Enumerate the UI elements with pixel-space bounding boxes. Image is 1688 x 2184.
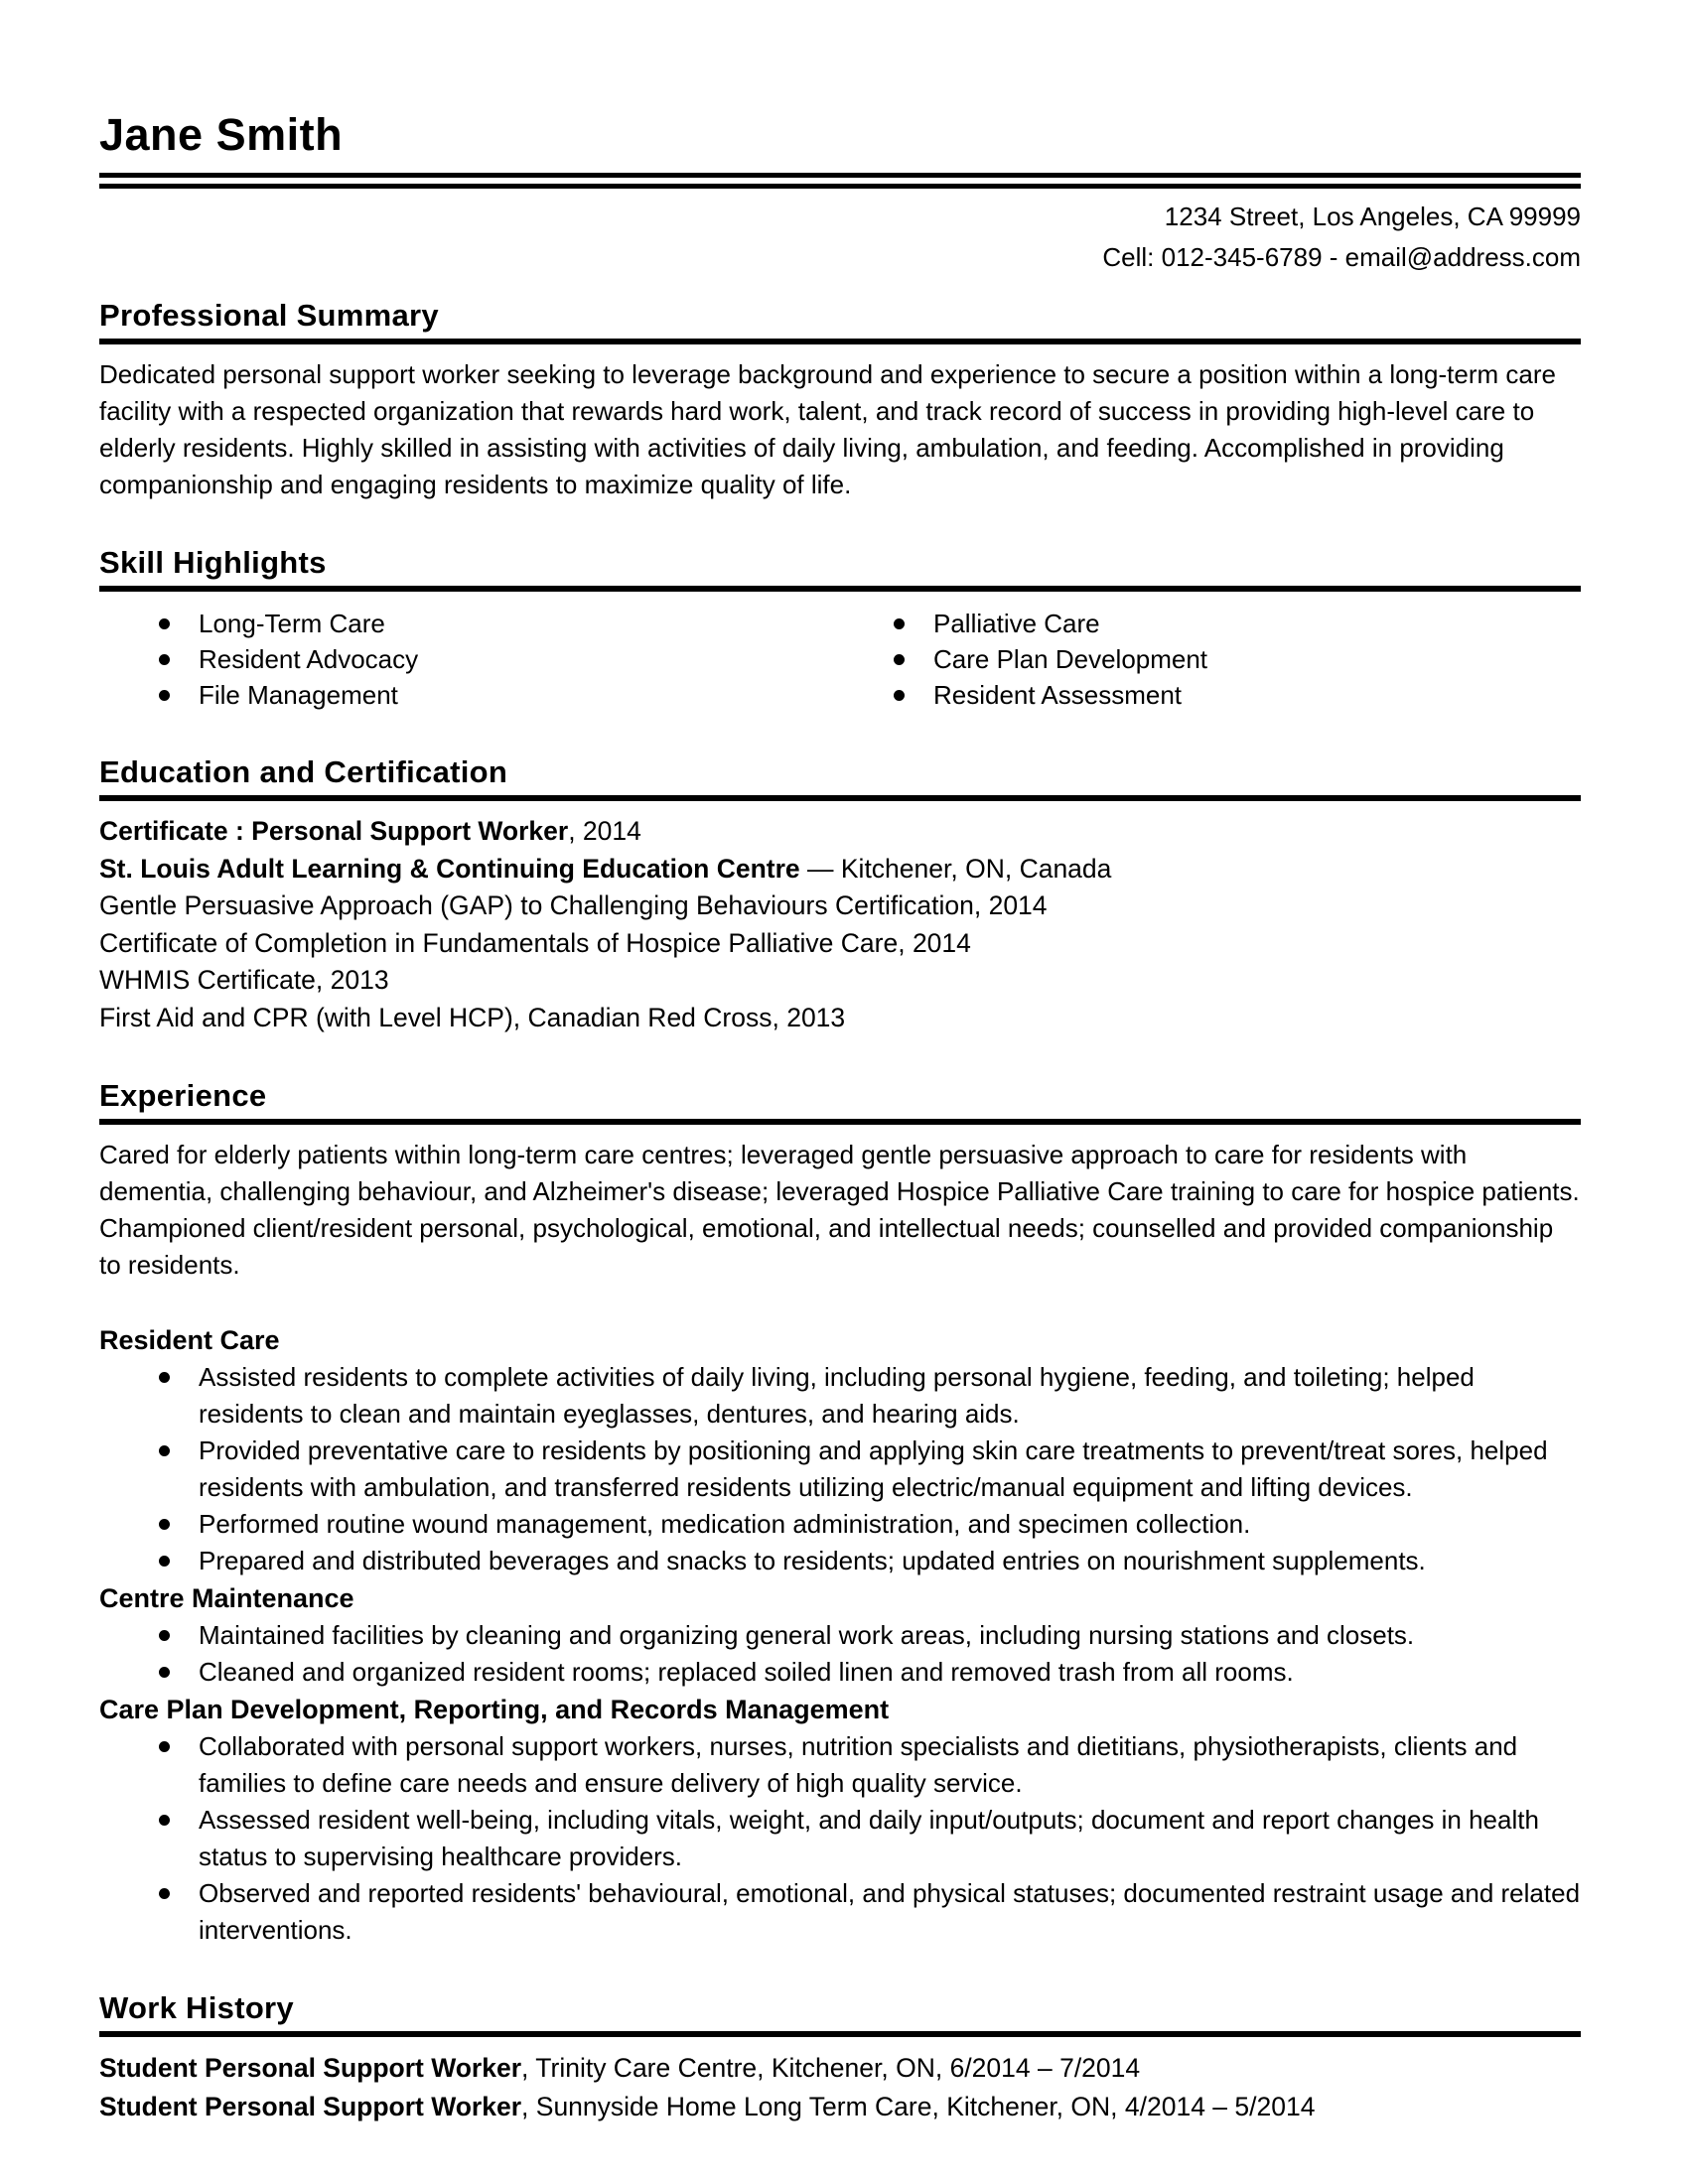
work-history-title: Work History — [99, 1990, 1581, 2037]
education-line-rest: — Kitchener, ON, Canada — [799, 853, 1112, 884]
education-line — [99, 1000, 1581, 1037]
experience-intro: Cared for elderly patients within long-term care centres; leveraged gentle persuasive approach to care for residents with dementia, challenging behaviour, and Alzheimer's disease; leveraged Hospice Palliative Care training to care for hospice patients. Championed client/resident personal, psychological, emotional, and intellectual needs; counselled and provided companionship to residents. — [99, 1140, 1580, 1280]
education-line — [99, 925, 1581, 963]
education-line-rest: WHMIS Certificate, 2013 — [99, 965, 389, 995]
section-work-history — [99, 1990, 1581, 2126]
skills-column-right — [834, 606, 1207, 713]
professional-summary-title: Professional Summary — [99, 298, 1581, 344]
work-history-role: Student Personal Support Worker — [99, 2053, 522, 2083]
experience-bullet: Collaborated with personal support workers, nurses, nutrition specialists and dietitians, physiotherapists, clients and families to define care needs and ensure delivery of high quality service. — [99, 1728, 1581, 1802]
experience-group-heading: Resident Care — [99, 1325, 280, 1355]
skills-column-left — [99, 606, 834, 713]
experience-group-bullets — [99, 1617, 1581, 1691]
resume-header — [99, 111, 1581, 278]
education-line-rest: Gentle Persuasive Approach (GAP) to Challenging Behaviours Certification, 2014 — [99, 890, 1048, 920]
work-history-details: , Trinity Care Centre, Kitchener, ON, 6/2014 – 7/2014 — [521, 2053, 1141, 2083]
experience-bullet: Prepared and distributed beverages and snacks to residents; updated entries on nourishment supplements. — [99, 1543, 1581, 1579]
experience-bullet: Cleaned and organized resident rooms; replaced soiled linen and removed trash from all rooms. — [99, 1654, 1581, 1691]
skill-item: Resident Advocacy — [99, 641, 834, 677]
work-history-role: Student Personal Support Worker — [99, 2092, 522, 2121]
experience-bullet: Observed and reported residents' behavioural, emotional, and physical statuses; documented restraint usage and related interventions. — [99, 1875, 1581, 1949]
education-list — [99, 813, 1581, 1036]
education-line-rest: , 2014 — [568, 816, 641, 846]
education-line-bold: St. Louis Adult Learning & Continuing Education Centre — [99, 853, 800, 884]
skill-highlights-title: Skill Highlights — [99, 545, 1581, 592]
education-line — [99, 887, 1581, 925]
experience-group-heading: Centre Maintenance — [99, 1583, 354, 1613]
experience-bullet: Assisted residents to complete activities of daily living, including personal hygiene, feeding, and toileting; helped residents to clean and maintain eyeglasses, dentures, and hearing aids. — [99, 1359, 1581, 1433]
experience-bullet: Provided preventative care to residents by positioning and applying skin care treatments to prevent/treat sores, helped residents with ambulation, and transferred residents utilizing electric/manual equipment and lifting devices. — [99, 1433, 1581, 1506]
skill-item: File Management — [99, 677, 834, 713]
skill-item: Palliative Care — [834, 606, 1207, 641]
experience-group-bullets — [99, 1359, 1581, 1579]
education-line — [99, 813, 1581, 851]
education-line-bold: Certificate : Personal Support Worker — [99, 816, 569, 846]
skill-item: Resident Assessment — [834, 677, 1207, 713]
skill-item: Long-Term Care — [99, 606, 834, 641]
section-experience — [99, 1078, 1581, 1949]
experience-bullet: Performed routine wound management, medication administration, and specimen collection. — [99, 1506, 1581, 1543]
contact-phone-email: Cell: 012-345-6789 - email@address.com — [1102, 242, 1581, 272]
work-history-list — [99, 2049, 1581, 2126]
experience-group-heading: Care Plan Development, Reporting, and Records Management — [99, 1695, 890, 1724]
experience-bullet: Assessed resident well-being, including vitals, weight, and daily input/outputs; document and report changes in health status to supervising healthcare providers. — [99, 1802, 1581, 1875]
experience-bullet: Maintained facilities by cleaning and organizing general work areas, including nursing stations and closets. — [99, 1617, 1581, 1654]
education-line — [99, 962, 1581, 1000]
education-title: Education and Certification — [99, 754, 1581, 801]
section-skill-highlights — [99, 545, 1581, 713]
education-line-rest: First Aid and CPR (with Level HCP), Canadian Red Cross, 2013 — [99, 1002, 846, 1032]
professional-summary-text: Dedicated personal support worker seeking to leverage background and experience to secure a position within a long-term care facility with a respected organization that rewards hard work, talent, and track record of success in providing high-level care to elderly residents. Highly skilled in assisting with activities of daily living, ambulation, and feeding. Accomplished in providing companionship and engaging residents to maximize quality of life. — [99, 359, 1556, 499]
contact-block — [99, 197, 1581, 278]
contact-address: 1234 Street, Los Angeles, CA 99999 — [1164, 202, 1581, 231]
section-professional-summary — [99, 298, 1581, 503]
education-line — [99, 851, 1581, 888]
person-name: Jane Smith — [99, 109, 344, 160]
skills-columns — [99, 606, 1581, 713]
work-history-entry — [99, 2049, 1581, 2088]
work-history-details: , Sunnyside Home Long Term Care, Kitchener, ON, 4/2014 – 5/2014 — [521, 2092, 1316, 2121]
skill-item: Care Plan Development — [834, 641, 1207, 677]
section-education — [99, 754, 1581, 1036]
header-divider — [99, 173, 1581, 189]
experience-group-bullets — [99, 1728, 1581, 1949]
work-history-entry — [99, 2088, 1581, 2126]
experience-title: Experience — [99, 1078, 1581, 1125]
education-line-rest: Certificate of Completion in Fundamentals of Hospice Palliative Care, 2014 — [99, 927, 971, 958]
